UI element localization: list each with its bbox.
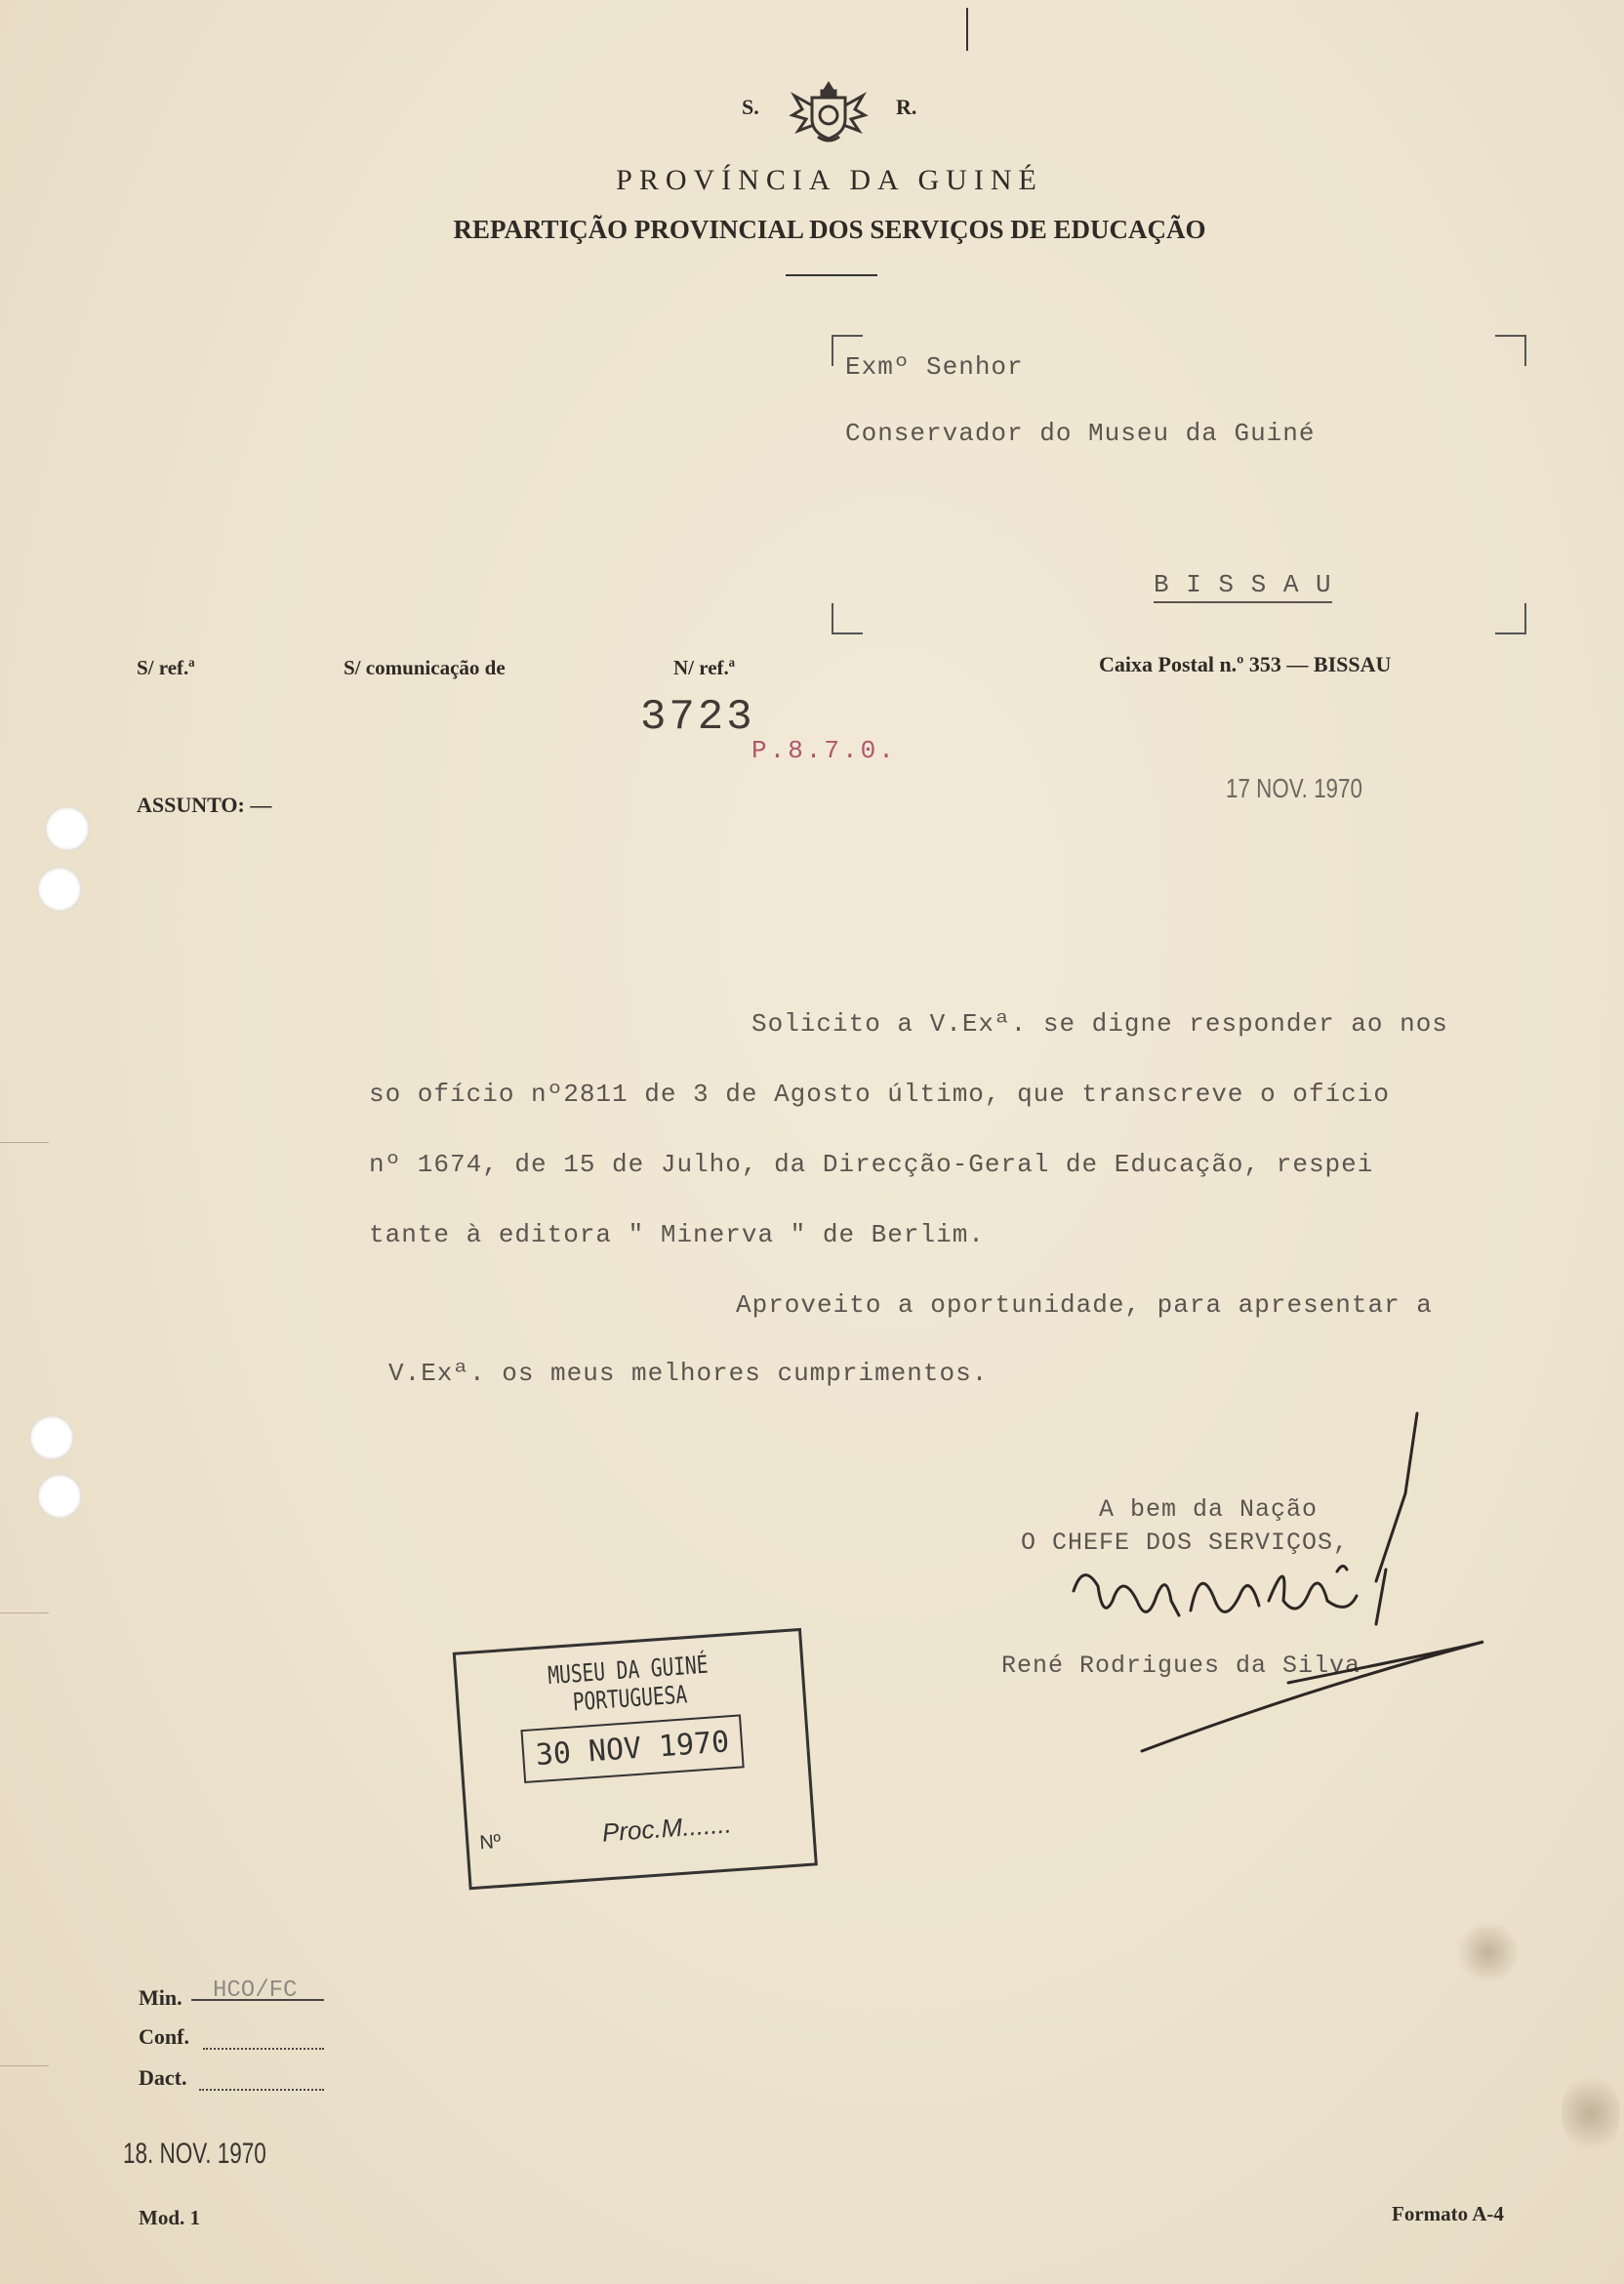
- stamp-proc-label: Proc.M.......: [600, 1809, 733, 1848]
- fold-mark: [0, 1612, 49, 1613]
- window-corner-br: [1495, 603, 1526, 634]
- addressee-title: Conservador do Museu da Guiné: [845, 419, 1316, 448]
- stamp-no-label: Nº: [478, 1830, 502, 1855]
- conf-label: Conf.: [139, 2024, 189, 2049]
- subject-label: ASSUNTO: —: [137, 793, 272, 817]
- postal-box: Caixa Postal n.º 353 — BISSAU: [1099, 652, 1392, 676]
- body-line-6: V.Exª. os meus melhores cumprimentos.: [388, 1359, 989, 1388]
- format-label: Formato A-4: [1392, 2202, 1504, 2225]
- min-label: Min.: [139, 1985, 183, 2010]
- reference-number: 3723: [640, 693, 755, 742]
- fold-mark: [0, 1142, 49, 1143]
- header-right-letter: R.: [896, 95, 917, 119]
- s-comm-label: S/ comunicação de: [344, 656, 506, 679]
- addressee-city: B I S S A U: [1154, 570, 1332, 603]
- stamp-date: 30 NOV 1970: [520, 1714, 744, 1783]
- min-value: HCO/FC: [213, 1978, 298, 2004]
- stain: [1454, 1923, 1522, 1981]
- receipt-date-stamp: 18. NOV. 1970: [123, 2138, 266, 2170]
- dact-label: Dact.: [139, 2065, 187, 2090]
- body-line-1: Solicito a V.Exª. se digne responder ao nos: [751, 1009, 1448, 1039]
- fold-mark: [0, 2065, 49, 2066]
- stamp-museum-name: MUSEU DA GUINÉ PORTUGUESA: [547, 1650, 710, 1717]
- coat-of-arms-icon: [789, 76, 869, 146]
- punch-hole: [37, 867, 82, 912]
- province-title: PROVÍNCIA DA GUINÉ: [616, 164, 1043, 196]
- letter-date: 17 NOV. 1970: [1226, 773, 1362, 803]
- body-line-2: so ofício nº2811 de 3 de Agosto último, que transcreve o ofício: [369, 1080, 1390, 1109]
- signature-role: O CHEFE DOS SERVIÇOS,: [1021, 1529, 1350, 1557]
- window-corner-tr: [1495, 335, 1526, 366]
- salutation: Exmº Senhor: [845, 352, 1024, 382]
- museum-receipt-stamp: [453, 1628, 821, 1897]
- dact-line: [199, 2089, 324, 2091]
- department-title: REPARTIÇÃO PROVINCIAL DOS SERVIÇOS DE EDUCAÇÃO: [453, 215, 1206, 244]
- body-line-5: Aproveito a oportunidade, para apresentar a: [736, 1290, 1433, 1320]
- body-line-3: nº 1674, de 15 de Julho, da Direcção-Geral de Educação, respei: [369, 1150, 1374, 1179]
- model-label: Mod. 1: [139, 2206, 200, 2229]
- process-code: P.8.7.0.: [751, 736, 897, 765]
- punch-hole: [29, 1415, 74, 1460]
- handwritten-signature: [1054, 1406, 1503, 1757]
- top-tick: [966, 8, 968, 51]
- n-ref-label: N/ ref.ª: [673, 656, 736, 679]
- punch-hole: [37, 1474, 82, 1519]
- window-corner-bl: [832, 603, 863, 634]
- stain: [1562, 2069, 1620, 2157]
- body-line-4: tante à editora " Minerva " de Berlim.: [369, 1220, 985, 1249]
- motto: A bem da Nação: [1099, 1495, 1319, 1524]
- header-left-letter: S.: [742, 95, 759, 119]
- signatory-name: René Rodrigues da Silva: [1001, 1652, 1361, 1680]
- s-ref-label: S/ ref.ª: [137, 656, 195, 679]
- header-rule: [786, 274, 877, 276]
- conf-line: [203, 2048, 324, 2050]
- punch-hole: [45, 806, 90, 851]
